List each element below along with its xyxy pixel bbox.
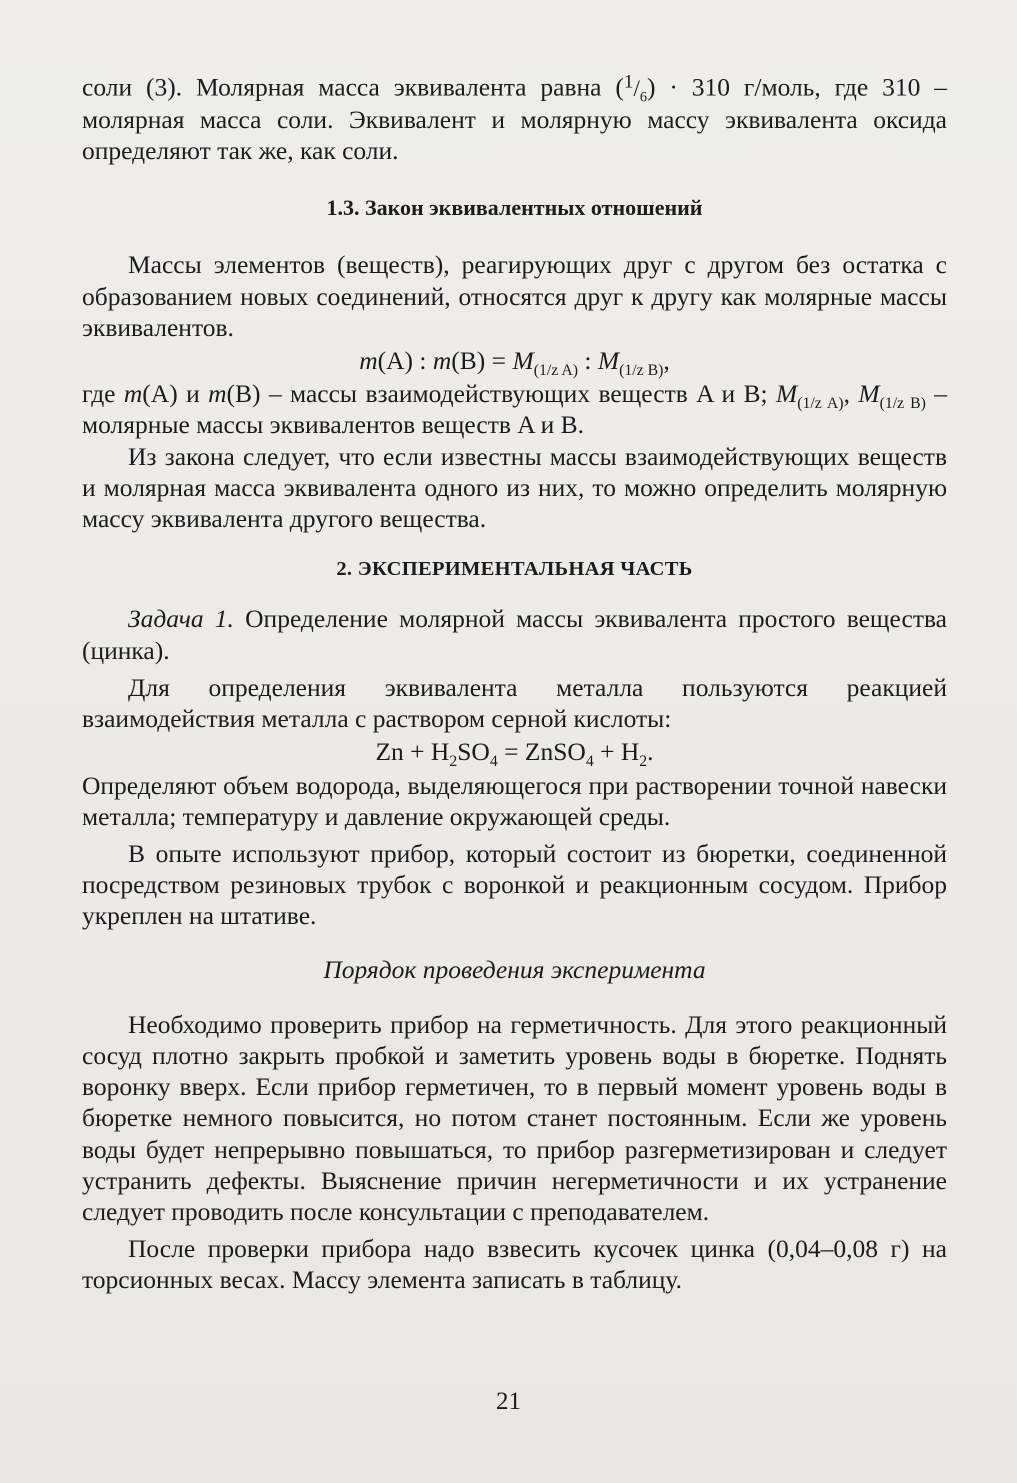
check-paragraph: Необходимо проверить прибор на герметичность. Для этого реакционный сосуд плотно закрыть пробкой и заметить уровень воды в бюретке. Поднять воронку вверх. Если прибор герметичен, то в первый момент уровень воды в бюретке немного повысится, но потом станет постоянным. Если же уровень воды будет непрерывно повышаться, то прибор разгерметизирован и следует устранить дефекты. Выяснение причин негерметичности и их устранение следует проводить после консультации с преподавателем. — [82, 1009, 947, 1226]
procedure-title: Порядок проведения эксперимента — [323, 954, 706, 984]
task-1-label: Задача 1. — [128, 604, 234, 634]
method-paragraph: Для определения эквивалента металла пользуются реакцией взаимодействия металла с раствором серной кислоты: — [82, 672, 947, 734]
section-1-3-title: 1.3. Закон эквивалентных отношений — [326, 195, 703, 221]
page-number: 21 — [496, 1388, 521, 1415]
fraction-one-sixth: $^1/_6$ — [623, 71, 647, 106]
law-paragraph: Массы элементов (веществ), реагирующих друг с другом без остатка с образованием новых соединений, относятся друг к другу как молярные массы эквивалентов. — [82, 250, 947, 342]
law-formula: m(A) : $m(B) = M_{(1/z A)}$ : $M_{(1/z B)}$, — [359, 346, 670, 380]
task-1-paragraph: Задача 1. Определение молярной массы эквивалента простого вещества (цинка). — [82, 604, 947, 665]
top-paragraph: соли (3). Молярная масса эквивалента равна $(^1/_6) \cdot 310$ г/моль, где 310 – молярная масса соли. Эквивалент и молярную массу эквивалента оксида определяют так же, как соли. — [82, 71, 947, 166]
measure-paragraph: Определяют объем водорода, выделяющегося при растворении точной навески металла; температуру и давление окружающей среды. — [82, 770, 947, 831]
where-paragraph: где m(A) и m(B) – массы взаимодействующих веществ A и B; $M_{(1/z A)}$, $M_{(1/z B)}$ – молярные массы эквивалентов веществ A и B. — [82, 379, 947, 440]
page-body — [82, 66, 947, 1296]
weigh-paragraph: После проверки прибора надо взвесить кусочек цинка (0,04–0,08 г) на торсионных весах. Массу элемента записать в таблицу. — [82, 1234, 947, 1295]
reaction-equation: $Zn + H_2SO_4$ = ZnSO$_4$ + $H_2$. — [375, 737, 654, 771]
consequence-paragraph: Из закона следует, что если известны массы взаимодействующих веществ и молярная масса эквивалента одного из них, то можно определить молярную массу эквивалента другого вещества. — [82, 441, 947, 534]
section-2-title: 2. ЭКСПЕРИМЕНТАЛЬНАЯ ЧАСТЬ — [336, 558, 693, 581]
device-paragraph: В опыте используют прибор, который состоит из бюретки, соединенной посредством резиновых трубок с воронкой и реакционным сосудом. Прибор укреплен на штативе. — [82, 838, 947, 931]
